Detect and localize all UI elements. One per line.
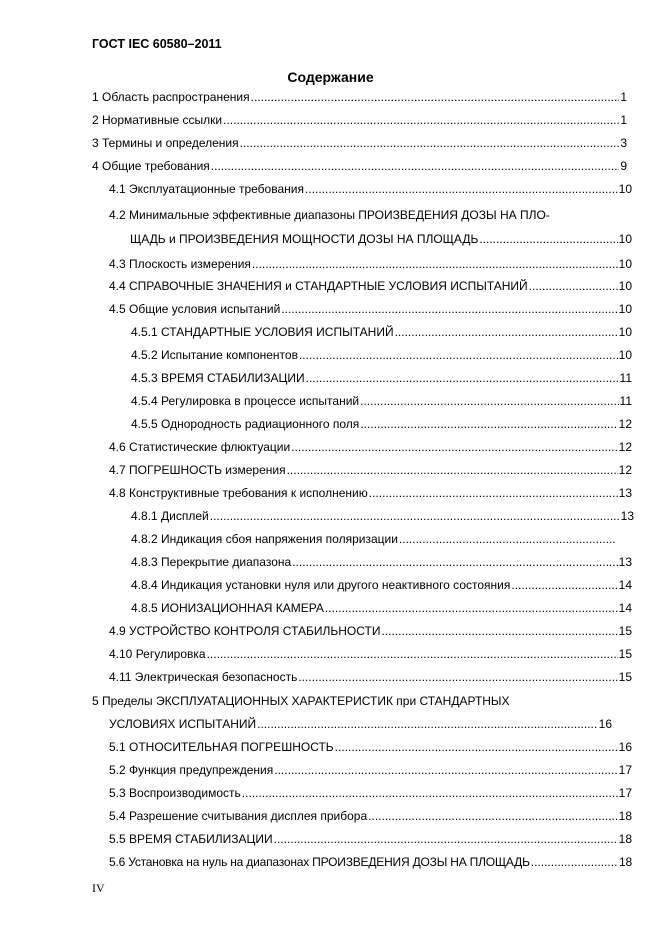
toc-leader	[281, 302, 617, 317]
toc-entry[interactable]	[109, 182, 632, 198]
toc-entry-label: 4.5 Общие условия испытаний	[109, 302, 281, 316]
toc-entry-label: 4.10 Регулировка	[109, 647, 206, 661]
toc-leader	[298, 670, 617, 685]
toc-entry[interactable]	[109, 624, 632, 640]
toc-entry-label: ЩАДЬ и ПРОИЗВЕДЕНИЯ МОЩНОСТИ ДОЗЫ НА ПЛОЩАДЬ	[130, 232, 479, 246]
toc-entry-page: 17	[618, 786, 632, 800]
toc-entry-label: 4.8.2 Индикация сбоя напряжения поляризации	[131, 532, 398, 546]
toc-entry[interactable]	[131, 417, 632, 433]
toc-entry-page: 12	[618, 417, 632, 431]
toc-leader	[369, 486, 618, 501]
toc-leader	[292, 555, 617, 570]
toc-leader	[223, 113, 619, 128]
toc-entry-label: 3 Термины и определения	[92, 136, 239, 150]
toc-leader	[360, 417, 617, 432]
toc-entry-page: 10	[618, 348, 632, 362]
toc-entry-page: 12	[618, 440, 632, 454]
toc-entry-page: 10	[618, 232, 632, 246]
toc-entry-page: 10	[618, 279, 632, 293]
toc-entry-label: 5.6 Установка на нуль на диапазонах ПРОИЗВЕДЕНИЯ ДОЗЫ НА ПЛОЩАДЬ	[109, 855, 530, 869]
toc-entry-page: 12	[618, 463, 632, 477]
toc-entry-label: 4.11 Электрическая безопасность	[109, 670, 298, 684]
toc-entry-label: 5.1 ОТНОСИТЕЛЬНАЯ ПОГРЕШНОСТЬ	[109, 740, 334, 754]
toc-leader	[305, 182, 618, 197]
toc-entry-label: 5.3 Воспроизводимость	[109, 786, 241, 800]
toc-entry-label: 4.5.2 Испытание компонентов	[131, 348, 298, 362]
toc-entry[interactable]	[109, 855, 632, 871]
toc-entry-label: 1 Область распространения	[92, 90, 250, 104]
toc-entry-label: 5.5 ВРЕМЯ СТАБИЛИЗАЦИИ	[109, 832, 273, 846]
toc-leader	[399, 532, 615, 547]
toc-leader	[211, 159, 620, 174]
toc-entry-label: 4.5.4 Регулировка в процессе испытаний	[131, 394, 360, 408]
toc-leader	[368, 809, 617, 824]
toc-entry-label[interactable]: 4.2 Минимальные эффективные диапазоны ПРОИЗВЕДЕНИЯ ДОЗЫ НА ПЛО-	[109, 208, 550, 222]
toc-entry-page: 10	[618, 325, 632, 339]
toc-entry-label: УСЛОВИЯХ ИСПЫТАНИЙ	[109, 717, 257, 731]
toc-entry[interactable]	[130, 232, 632, 248]
toc-entry[interactable]	[131, 371, 632, 387]
toc-entry-label: 4.4 СПРАВОЧНЫЕ ЗНАЧЕНИЯ и СТАНДАРТНЫЕ УСЛОВИЯ ИСПЫТАНИЙ	[109, 279, 528, 293]
toc-entry-page: 13	[618, 486, 632, 500]
toc-entry[interactable]	[109, 740, 632, 756]
page-number: IV	[92, 881, 105, 895]
toc-entry-page: 18	[619, 855, 632, 869]
toc-entry-label: 4.8.4 Индикация установки нуля или другого неактивного состояния	[131, 578, 511, 592]
toc-entry-page: 13	[618, 555, 632, 569]
toc-entry-label: 4.8.3 Перекрытие диапазона	[131, 555, 292, 569]
toc-entry[interactable]	[109, 279, 632, 295]
toc-entry[interactable]	[131, 325, 632, 341]
toc-entry[interactable]	[109, 670, 632, 686]
toc-entry-label: 4.5.3 ВРЕМЯ СТАБИЛИЗАЦИИ	[131, 371, 305, 385]
toc-entry-label: 4.5.1 СТАНДАРТНЫЕ УСЛОВИЯ ИСПЫТАНИЙ	[131, 325, 394, 339]
toc-entry-page: 10	[618, 257, 632, 271]
toc-entry-page: 18	[618, 809, 632, 823]
document-header: ГОСТ IEC 60580–2011	[92, 37, 222, 51]
toc-leader	[395, 325, 618, 340]
toc-entry-label: 4.8.1 Дисплей	[131, 509, 209, 523]
toc-entry[interactable]	[131, 578, 632, 594]
toc-leader	[306, 371, 619, 386]
toc-leader	[299, 348, 618, 363]
toc-leader	[360, 394, 618, 409]
toc-entry-page: 10	[618, 302, 632, 316]
toc-entry-label: 2 Нормативные ссылки	[92, 113, 223, 127]
toc-entry-label[interactable]: 5 Пределы ЭКСПЛУАТАЦИОННЫХ ХАРАКТЕРИСТИК при СТАНДАРТНЫХ	[92, 694, 510, 708]
toc-entry[interactable]	[92, 113, 627, 129]
toc-entry-page: 9	[620, 159, 627, 173]
toc-entry[interactable]	[131, 348, 632, 364]
toc-leader	[210, 509, 620, 524]
toc-entry[interactable]	[92, 136, 627, 152]
toc-entry-page: 17	[618, 763, 632, 777]
toc-entry[interactable]	[109, 832, 632, 848]
toc-leader	[325, 601, 618, 616]
toc-entry[interactable]	[109, 786, 632, 802]
toc-entry[interactable]	[131, 532, 616, 548]
toc-entry-page: 15	[618, 670, 632, 684]
toc-entry[interactable]	[92, 90, 627, 106]
toc-entry-label: 5.4 Разрешение считывания дисплея прибора	[109, 809, 368, 823]
toc-entry[interactable]	[109, 257, 632, 273]
toc-entry[interactable]	[109, 717, 612, 733]
toc-entry-page: 1	[620, 90, 627, 104]
toc-leader	[531, 855, 618, 870]
toc-entry[interactable]	[131, 394, 632, 410]
toc-entry[interactable]	[131, 509, 634, 525]
toc-leader	[207, 647, 618, 662]
toc-leader	[274, 832, 618, 847]
toc-entry-label: 4.7 ПОГРЕШНОСТЬ измерения	[109, 463, 286, 477]
toc-entry-page: 14	[618, 578, 632, 592]
toc-entry-label: 4.8 Конструктивные требования к исполнению	[109, 486, 368, 500]
toc-entry-label: 4.9 УСТРОЙСТВО КОНТРОЛЯ СТАБИЛЬНОСТИ	[109, 624, 381, 638]
toc-entry-label: 4.6 Статистические флюктуации	[109, 440, 291, 454]
page-title: Содержание	[287, 69, 374, 85]
toc-entry-page: 15	[618, 647, 632, 661]
toc-entry-label: 4.5.5 Однородность радиационного поля	[131, 417, 360, 431]
toc-entry-page: 16	[618, 740, 632, 754]
toc-entry[interactable]	[131, 555, 632, 571]
toc-entry-page: 18	[618, 832, 632, 846]
toc-entry-label: 4 Общие требования	[92, 159, 210, 173]
toc-entry-label: 4.8.5 ИОНИЗАЦИОННАЯ КАМЕРА	[131, 601, 324, 615]
toc-leader	[335, 740, 618, 755]
toc-entry-label: 4.1 Эксплуатационные требования	[109, 182, 304, 196]
toc-leader	[511, 578, 617, 593]
toc-entry[interactable]	[109, 809, 632, 825]
toc-entry-label: 5.2 Функция предупреждения	[109, 763, 274, 777]
toc-entry-page: 16	[598, 717, 612, 731]
toc-leader	[242, 786, 618, 801]
toc-entry-page: 11	[619, 394, 632, 408]
toc-entry-page: 14	[618, 601, 632, 615]
toc-entry-page: 11	[619, 371, 632, 385]
toc-leader	[479, 232, 617, 247]
toc-entry[interactable]	[131, 601, 632, 617]
toc-entry-page: 13	[620, 509, 634, 523]
toc-leader	[257, 717, 598, 732]
toc-leader	[252, 257, 618, 272]
toc-entry[interactable]	[109, 440, 632, 456]
toc-leader	[251, 90, 620, 105]
toc-entry[interactable]	[109, 763, 632, 779]
toc-entry-label: 4.3 Плоскость измерения	[109, 257, 251, 271]
toc-leader	[287, 463, 618, 478]
toc-entry[interactable]	[109, 463, 632, 479]
toc-entry[interactable]	[109, 647, 632, 663]
toc-entry-page: 1	[620, 113, 627, 127]
toc-leader	[240, 136, 620, 151]
toc-leader	[529, 279, 618, 294]
toc-leader	[381, 624, 617, 639]
toc-entry-page: 10	[618, 182, 632, 196]
toc-entry[interactable]	[109, 302, 632, 318]
toc-leader	[291, 440, 617, 455]
toc-entry[interactable]	[109, 486, 632, 502]
toc-entry-page: 3	[620, 136, 627, 150]
toc-entry[interactable]	[92, 159, 627, 175]
toc-leader	[274, 763, 617, 778]
toc-entry-page: 15	[618, 624, 632, 638]
